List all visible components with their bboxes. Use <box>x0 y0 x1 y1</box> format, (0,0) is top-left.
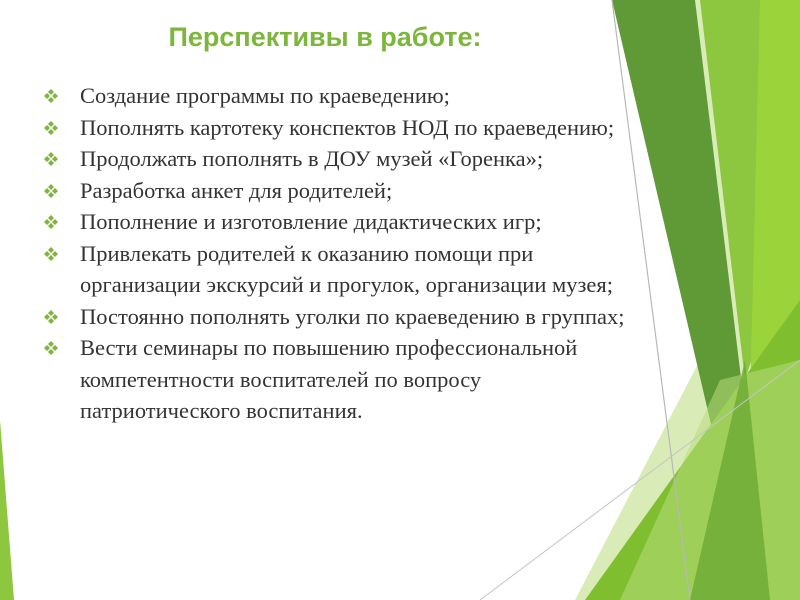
slide-title: Перспективы в работе: <box>168 22 482 52</box>
bullet-item <box>44 206 644 238</box>
diamond-bullet-icon <box>44 215 58 229</box>
diamond-bullet-icon <box>44 184 58 198</box>
diamond-bullet-icon <box>44 89 58 103</box>
bullet-text: Разработка анкет для родителей; <box>80 177 393 203</box>
bullet-item <box>44 332 644 427</box>
bullet-text: Постоянно пополнять уголки по краеведению в группах; <box>80 303 625 329</box>
left-green-sliver <box>0 420 14 600</box>
diamond-bullet-icon <box>44 152 58 166</box>
bullet-item <box>44 143 644 175</box>
bullet-item <box>44 301 644 333</box>
bullet-item <box>44 112 644 144</box>
bullet-list <box>44 80 644 427</box>
bullet-item <box>44 238 644 301</box>
diamond-bullet-icon <box>44 310 58 324</box>
diamond-bullet-icon <box>44 121 58 135</box>
bullet-item <box>44 80 644 112</box>
bullet-text: Привлекать родителей к оказанию помощи при организации экскурсий и прогулок, организации музея; <box>80 240 613 297</box>
bullet-text: Вести семинары по повышению профессиональной компетентности воспитателей по вопросу патриотического воспитания. <box>80 335 578 423</box>
bullet-text: Пополнять картотеку конспектов НОД по краеведению; <box>80 114 615 140</box>
bullet-text: Пополнение и изготовление дидактических игр; <box>80 209 542 234</box>
bullet-text: Продолжать пополнять в ДОУ музей «Горенка»; <box>80 146 544 171</box>
diamond-bullet-icon <box>44 247 58 261</box>
diamond-bullet-icon <box>44 341 58 355</box>
bullet-text: Создание программы по краеведению; <box>80 83 450 108</box>
bullet-item <box>44 175 644 207</box>
